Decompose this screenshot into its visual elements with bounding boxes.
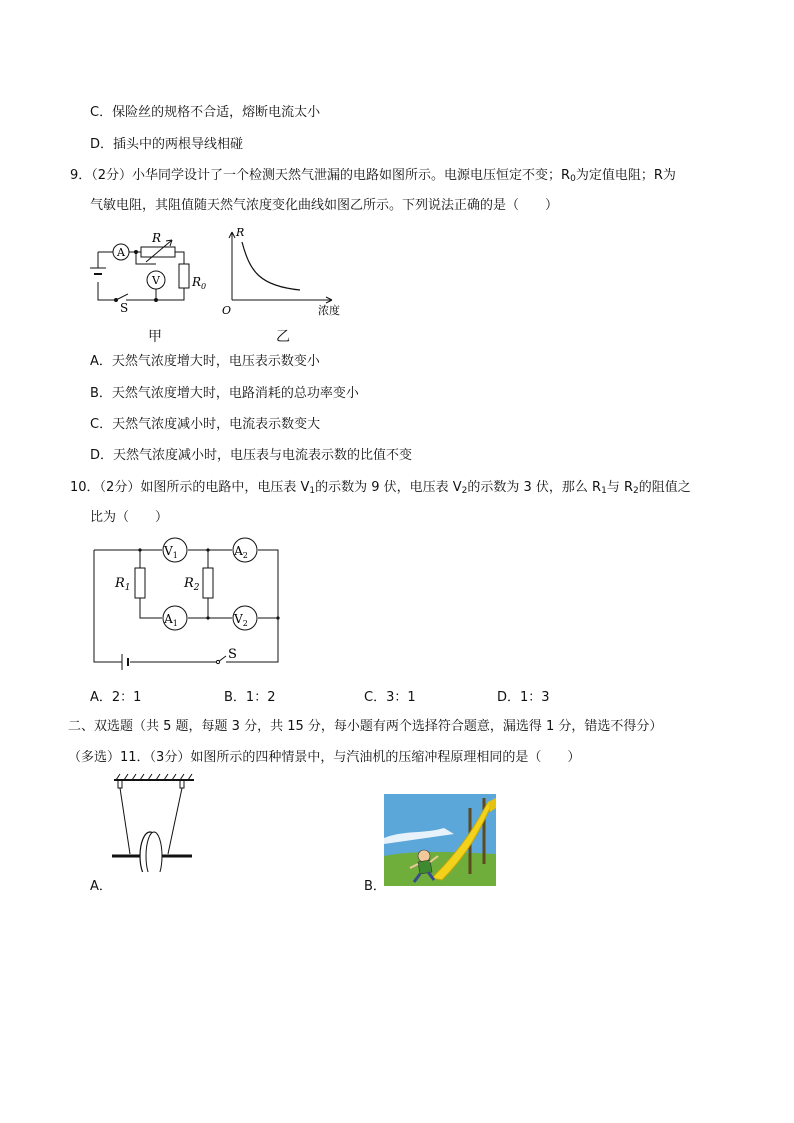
q10-stem-line2: 比为（ ） xyxy=(90,510,169,525)
q10-option-d: D．1：3 xyxy=(497,690,550,705)
q10-switch-label: S xyxy=(228,647,237,662)
q11-figure-a-flywheel xyxy=(110,772,200,872)
a2-label: $A_2$ xyxy=(234,544,248,560)
ammeter-label: A xyxy=(117,246,125,259)
q8-option-d: D．插头中的两根导线相碰 xyxy=(90,137,244,152)
q11-label-b: B． xyxy=(364,879,386,894)
q8-option-c: C．保险丝的规格不合适，熔断电流太小 xyxy=(90,105,321,120)
q9-option-c: C．天然气浓度减小时，电流表示数变大 xyxy=(90,417,321,432)
q9-circuit-figure xyxy=(86,224,216,314)
q10-option-a: A．2：1 xyxy=(90,690,142,705)
q10-option-c: C．3：1 xyxy=(364,690,416,705)
grass xyxy=(384,852,496,886)
q9-option-d: D．天然气浓度减小时，电压表与电流表示数的比值不变 xyxy=(90,448,413,463)
q9-graph-figure xyxy=(220,224,350,319)
q10-option-b: B．1：2 xyxy=(224,690,276,705)
v1-label: $V_1$ xyxy=(164,544,178,560)
r2-label: $R_2$ xyxy=(184,576,200,593)
q9-option-b: B．天然气浓度增大时，电路消耗的总功率变小 xyxy=(90,386,359,401)
graph-x-label: 浓度 xyxy=(318,304,340,317)
q9-stem-line2: 气敏电阻，其阻值随天然气浓度变化曲线如图乙所示。下列说法正确的是（ ） xyxy=(90,198,559,213)
figure-caption-yi: 乙 xyxy=(276,329,290,345)
q10-circuit-figure xyxy=(88,534,288,670)
q11-stem: （多选）11．（3分）如图所示的四种情景中，与汽油机的压缩冲程原理相同的是（ ） xyxy=(68,750,581,765)
v2-label: $V_2$ xyxy=(234,612,248,628)
q9-option-a: A．天然气浓度增大时，电压表示数变小 xyxy=(90,354,320,369)
figure-caption-jia: 甲 xyxy=(148,329,162,345)
section-2-title: 二、双选题（共 5 题，每题 3 分，共 15 分，每小题有两个选择符合题意，漏选得 1 分，错选不得分） xyxy=(68,719,663,734)
voltmeter-label: V xyxy=(152,274,160,287)
graph-origin-label: O xyxy=(222,304,232,317)
q9-stem-line1: 9．（2分）小华同学设计了一个检测天然气泄漏的电路如图所示。电源电压恒定不变；$R_0$为定值电阻；R为 xyxy=(70,168,676,184)
r1-label: $R_1$ xyxy=(115,576,131,593)
graph-y-label: R xyxy=(236,226,245,239)
q11-label-a: A． xyxy=(90,879,112,894)
q10-stem-line1: 10．（2分）如图所示的电路中，电压表 $V_1$的示数为 9 伏，电压表 $V_2$的示数为 3 伏，那么 $R_1$与 $R_2$的阻值之 xyxy=(70,480,691,496)
r-label: R xyxy=(152,231,162,245)
a1-label: $A_1$ xyxy=(164,612,178,628)
switch-label: S xyxy=(120,301,129,314)
r0-label: $R_0$ xyxy=(192,275,207,291)
q11-figure-b-slide xyxy=(384,794,496,886)
